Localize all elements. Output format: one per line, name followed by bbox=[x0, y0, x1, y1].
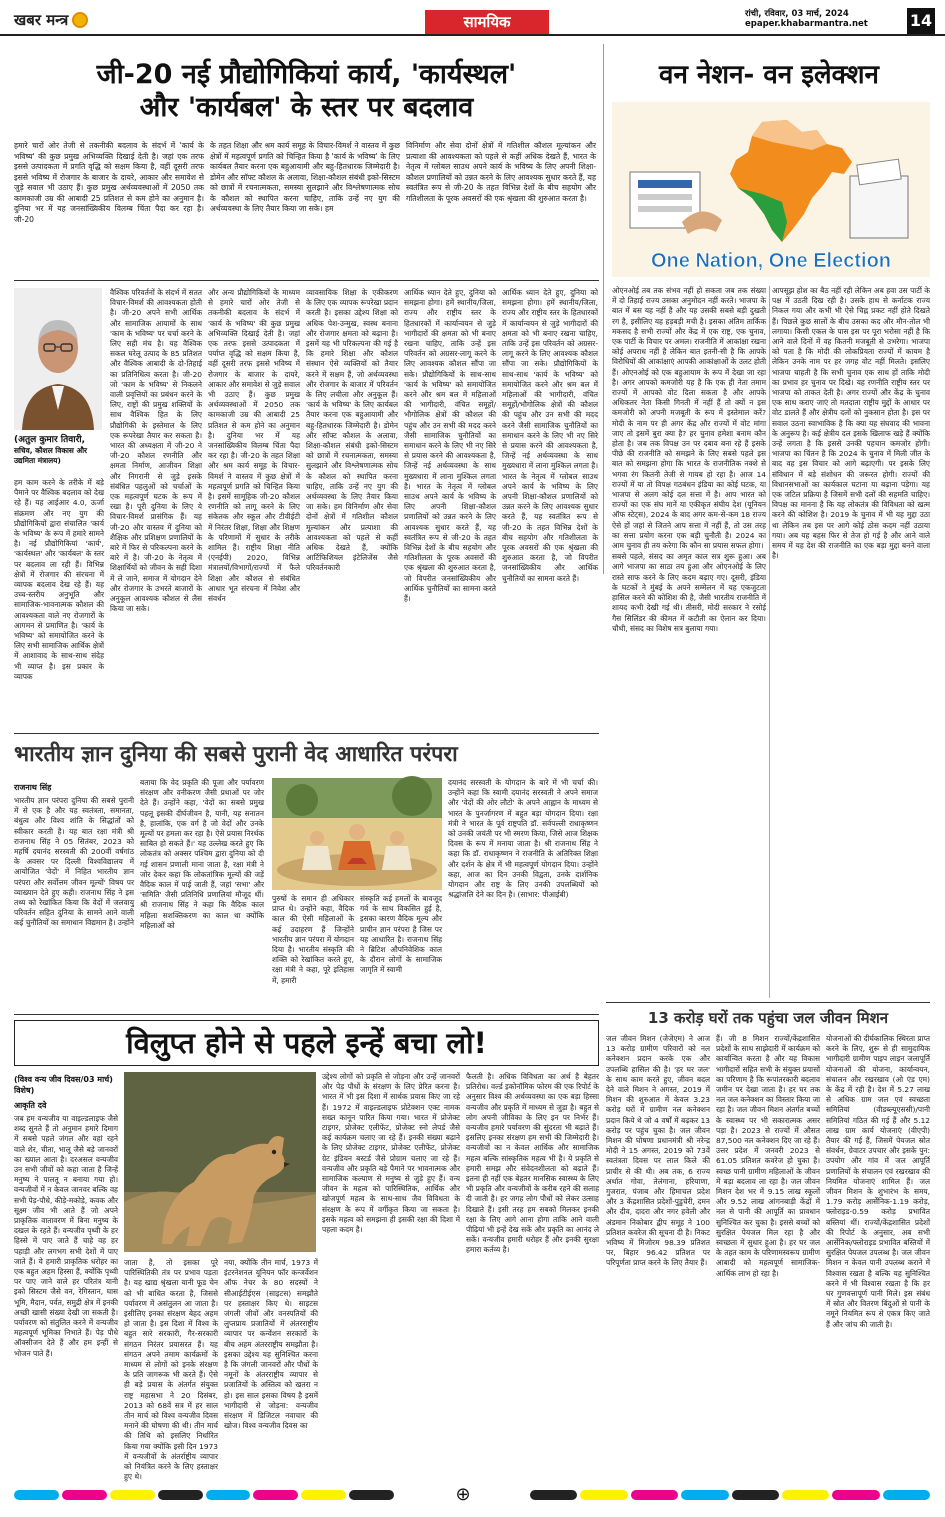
dateline-website: epaper.khabarmantra.net bbox=[745, 19, 868, 29]
column-divider-main bbox=[603, 44, 604, 574]
article1-body-col2: वैश्विक परिवर्तनों के संदर्भ में सतत विचार-विमर्श की आवश्यकता होती है। जी-20 अपने सभी आर्थिक और सामाजिक आयामों के साथ 'काम के भविष्य' पर चर्चा करने के लिए सही मंच है। यह वैश्विक सकल घरेलू उत्पाद के 85 प्रतिशत और वैश्विक आबादी के दो-तिहाई का प्रतिनिधित्व करता है। जी-20 जो 'काम के भविष्य' से निकलने वाली प्रवृत्तियों का प्रबंधन करने के लिए, राष्ट्रों की प्रमुख शक्तियों के साथ वैश्विक हित के लिए प्रौद्योगिकी के इस्तेमाल के लिए एक रूपरेखा तैयार कर सकता है। भारत की अध्यक्षता में जी-20 ने जी-20 कौशल रणनीति और क्षमता निर्माण, आजीवन शिक्षा और निगरानी से जुड़े इसके संबंधित पहलुओं को चर्चाओं के एक महत्वपूर्ण घटक के रूप में रखा है। पूरी दुनिया के लिए ये विचार-विमर्श प्रासंगिक हैं। यह जी-20 और वास्तव में दुनिया को शैक्षिक और प्रशिक्षण प्रणालियों के बारे में फिर से परिकल्पना करने के बारे में है। जी-20 के नेतृत्व में शिक्षार्थियों को जीवन के सही दिशा में ले जाने, समाज में योगदान देने और रोजगार के उभरते बाजारों के अनुकूल आवश्यक कौशल से लैस किया जा सके। bbox=[110, 288, 202, 614]
article1-body-col6-text: आर्थिक ध्यान देते हुए, दुनिया को समझना होगा। हमें स्थानीय/जिला, राज्य और राष्ट्रीय स्तर के हितधारकों में कार्यान्वयन से जुड़े भागीदारों की क्षमता को भी बनाए रखना चाहिए, ताकि उन्हें इस परिवर्तन को अग्रसर-लागू करने के लिए आवश्यक कौशल सौंपा जा सके। प्रौद्योगिकियों के साथ-साथ 'कार्य के भविष्य' को समायोजित करने और श्रम बल में महिलाओं की भागीदारी, वंचित समूहों/भौगोलिक क्षेत्रों की कौशल की पहुंच और उन सभी की मदद करने जैसी सामाजिक चुनौतियों का समाधान करने के लिए भी नए सिरे से प्रयास करने की आवश्यकता है, जिन्हें नई अर्थव्यवस्था के साथ मुख्यधारा में लाना मुश्किल लगता है। भारत के नेतृत्व में ग्लोबल साउथ अपने कार्य के भविष्य के लिए अपनी शिक्षा-कौशल प्रणालियों को उन्नत करने के लिए आवश्यक सुधार करते हैं, यह स्वतंत्रित रूप से जी-20 के तहत विभिन्न देशों के बीच सहयोग और गतिशीलता के पूरक अवसरों की एक श्रृंखला की शुरुआत करता है, जो विपरीत जनसांख्यिकीय और आर्थिक चुनौतियों का सामना करते हैं। bbox=[502, 288, 598, 583]
article5-body-col3: नया, क्योंकि तीन मार्च, 1973 में इंटरनेशनल यूनियन फॉर कन्जर्वेशन ऑफ नेचर के 80 सदस्यों ने सीआईटीईएस (साइटस) समझौते पर हस्ताक्षर किए थे। साइटस जंगली जीवों और वनस्पतियों की लुप्तप्राय प्रजातियों में अंतरराष्ट्रीय व्यापार पर कन्वेंशन सरकारों के बीच अहम अंतरराष्ट्रीय समझौता है। इसका उद्देश्य यह सुनिश्चित करना है कि जंगली जानवरों और पौधों के नमूनों के अंतरराष्ट्रीय व्यापार से प्रजातियों के अस्तित्व को खतरा न हो। इस साल इसका विषय है इसमें भागीदारी से जोड़ना: वन्यजीव संरक्षण में डिजिटल नवाचार की खोज। विश्व वन्यजीव दिवस का bbox=[224, 1258, 318, 1431]
black-swatch bbox=[349, 1490, 394, 1500]
article5-body-col2: जाता है, तो इसका पूरे पारिस्थितिकी तंत्र पर प्रभाव पड़ता है। यह खाद्य श्रृंखला यानी फूड चेन को भी बाधित करता है, जिससे पर्यावरण में असंतुलन आ जाता है। इसीलिए इनका संरक्षण बेहद अहम हो जाता है। इस दिशा में विश्व के बहुत सारे सरकारी, गैर-सरकारी संगठन निरंतर प्रयासरत हैं। यह संगठन अपने तमाम कार्यक्रमों के माध्यम से लोगों को इनके संरक्षण के प्रति जागरूक भी करते हैं। ऐसे ही बड़े प्रयास के अंतर्गत संयुक्त राष्ट्र महासभा ने 20 दिसंबर, 2013 को 68वें सत्र में हर साल तीन मार्च को विश्व वन्यजीव दिवस मनाने की घोषणा की थी। तीन मार्च की तिथि को इसलिए निर्धारित किया गया क्योंकि इसी दिन 1973 में वन्यजीवों के अंतर्राष्ट्रीय व्यापार को नियंत्रित करने के लिए हस्ताक्षर हुए थे। bbox=[124, 1258, 218, 1482]
magenta-swatch bbox=[62, 1490, 107, 1500]
article3-body-col2: बताया कि वेद प्रकृति की पूजा और पर्यावरण संरक्षण और वनीकरण जैसी प्रथाओं पर जोर देते हैं। उन्होंने कहा, 'वेदों का सबसे प्रमुख पहलू इसकी दीर्घजीवन है, यानी, यह सनातन है, हालांकि, एक वर्ग है जो वेदों और उनके मूल्यों पर हमला कर रहा है। ऐसे प्रयास निरर्थक साबित हो सकते हैं।' यह उल्लेख करते हुए कि लोकतंत्र को अक्सर पश्चिम द्वारा दुनिया को दी गई शासन प्रणाली माना जाता है, रक्षा मंत्री ने जोर देकर कहा कि लोकतांत्रिक मूल्यों की जड़ें वैदिक काल में पाई जाती हैं, जहां 'सभा' और 'समिति' जैसी प्रतिनिधि प्रणालियां मौजूद थीं। श्री राजनाथ सिंह ने कहा कि वैदिक काल महिला सशक्तिकरण का काल था क्योंकि महिलाओं को bbox=[140, 778, 264, 930]
author-portrait-icon bbox=[14, 288, 102, 430]
logo-sun-icon bbox=[72, 12, 88, 28]
article5-body-col5: फैलती है। अधिक विविधता का अर्थ है बेहतर प्रतिरोध। वर्ल्ड इकोनॉमिक फोरम की एक रिपोर्ट के अनुसार विश्व की अर्थव्यवस्था का एक बड़ा हिस्सा वन्यजीव और प्रकृति में माध्यम से जुड़ा है। बहुत से लोग अपनी जीविका के लिए इन पर निर्भर हैं। वन्यजीव हमारे पर्यावरण की सुंदरता भी बढ़ाते हैं। इसलिए इनका संरक्षण हम सभी की जिम्मेदारी है। वन्यजीवों का न केवल आर्थिक और सामाजिक महत्व बल्कि सांस्कृतिक महत्व भी है। ये प्रकृति से हमारी समझ और संवेदनशीलता को बढ़ाते हैं। इतना ही नहीं एक बेहतर मानसिक स्वास्थ्य के लिए भी प्रकृति और वन्यजीवों के करीब रहने की सलाह दी जाती है। हर जगह लोग पौधों को लेकर उत्साह दिखाते हैं। इसी तरह हम सबको मिलकर इनकी रक्षा के लिए आगे आना होगा ताकि आने वाली पीढ़ियां भी इन्हें देख सकें और प्रकृति का आनंद ले सकें। वन्यजीव हमारी धरोहर हैं और इनकी सुरक्षा हमारा कर्तव्य है। bbox=[466, 1072, 599, 1255]
magenta-swatch bbox=[832, 1490, 879, 1500]
cyan-swatch bbox=[206, 1490, 251, 1500]
article1-headline bbox=[14, 58, 599, 124]
article1-body-col1: हम काम करने के तरीके में बड़े पैमाने पर वैश्विक बदलाव को देख रहे हैं। यह आईआर 4.0, ऊर्जा संक्रमण और नए युग की प्रौद्योगिकियों द्वारा संचालित 'कार्य के भविष्य' के रूप में हमारे सामने है। नई प्रौद्योगिकियां 'कार्य', 'कार्यस्थल' और 'कार्यबल' के स्तर पर बदलाव ला रही हैं। विभिन्न क्षेत्रों में रोजगार की संरचना में व्यापक बदलाव देख रहे हैं। यह उच्च-स्तरीय अनुभूति और सामाजिक-भावनात्मक कौशल की आवश्यकता वाले नए रोजगारों के आगमन से प्रमाणित है। 'कार्य के भविष्य' को समायोजित करने के लिए सभी सामाजिक आर्थिक क्षेत्रों में आशावाद के साथ-साथ संदेह भी व्याप्त है। इस प्रकार के व्यापक bbox=[14, 478, 104, 681]
dateline-date: रांची, रविवार, 03 मार्च, 2024 bbox=[745, 9, 849, 19]
article3-headline: भारतीय ज्ञान दुनिया की सबसे पुरानी वेद आधारित परंपरा bbox=[14, 742, 458, 767]
section-label-text: सामयिक bbox=[463, 13, 511, 31]
article2-image bbox=[612, 102, 930, 277]
article3-body-col4: संस्कृति कई हमलों के बावजूद गर्व के साथ विकसित हुई है, इसका कारण वैदिक मूल्य और प्राचीन ज्ञान परंपरा है जिस पर यह आधारित है। राजनाथ सिंह ने ब्रिटिश औपनिवेशिक काल के दौरान लोगों के सामाजिक जागृति में स्वामी bbox=[360, 894, 442, 975]
article1-body-col4: व्यावसायिक शिक्षा के एकीकरण के लिए एक व्यापक रूपरेखा प्रदान करती है। इसका उद्देश्य शिक्षा को अधिक पेश-उन्मुख, स्वस्थ बनाना और रोजगार क्षमता को बढ़ाना है। इसमें यह भी परिकल्पना की गई है कि हमारे शिक्षा और कौशल संस्थान ऐसे व्यक्तियों को तैयार करने में सक्षम हैं, जो अर्थव्यवस्था और रोजगार के बाजार में परिवर्तन के लिए लचीला और अनुकूल हैं। 'कार्य के भविष्य' के लिए कार्यबल तैयार करना एक बहुआयामी और बहु-हितधारक जिम्मेदारी है। डोमेन और सॉफ्ट कौशल के अलावा, शिक्षा-कौशल संबंधी इको-सिस्टम को छात्रों में रचनात्मकता, समस्या सुलझाने और विश्लेषणात्मक सोच के कौशल को स्थापित करना चाहिए, ताकि उन्हें नए युग की अर्थव्यवस्था के लिए तैयार किया जा सके। हम विनिर्माण और सेवा दोनों क्षेत्रों में गतिशील कौशल मूल्यांकन और प्रत्याशा की आवश्यकता को पहले से कहीं अधिक देखते हैं, क्योंकि आर्टिफिशियल इंटेलिजेंस जैसे परिवर्तनकारी bbox=[306, 288, 398, 573]
article4-body-col2: हैं। जी 8 मिशन राज्यों/केंद्रशासित प्रदेशों के साथ साझेदारी में कार्यक्रम को कार्यान्वित करता है और यह विकास भागीदारों सहित सभी के संयुक्त प्रयासों का परिणाम है कि रूपांतरकारी बदलाव जमीन पर देखा जाता है। हर घर तक नल जल कनेक्शन का विस्तार किया जा रहा है। जल जीवन मिशन अंतर्गत बच्चों के स्वास्थ्य पर भी सकारात्मक असर पड़ा है। 2023 से राज्यों में औसत 87,500 नल कनेक्शन दिए जा रहे हैं। उत्तर प्रदेश में जनवरी 2023 से 61.05 प्रतिशत कवरेज हो चुका है। स्वच्छ पानी ग्रामीण महिलाओं के जीवन में बड़ा बदलाव ला रहा है। जल जीवन मिशन देश भर में 9.15 लाख स्कूलों और 9.52 लाख आंगनबाड़ी केंद्रों में नल से पानी की आपूर्ति का प्रावधान सुनिश्चित कर चुका है। इससे बच्चों को सुरक्षित पेयजल मिल रहा है और स्वच्छता में सुधार हुआ है। हर घर जल के तहत काम के परिणामस्वरूप ग्रामीण आबादी को महत्वपूर्ण सामाजिक-आर्थिक लाभ हो रहा है। bbox=[716, 1034, 820, 1278]
footer-strip-left bbox=[14, 1490, 394, 1500]
article3-image bbox=[272, 778, 442, 890]
article1-intro-col3: विनिर्माण और सेवा दोनों क्षेत्रों में गतिशील कौशल मूल्यांकन और प्रत्याशा की आवश्यकता को पहले से कहीं अधिक देखते हैं, भारत के नेतृत्व में ग्लोबल साउथ अपने कार्य के भविष्य के लिए अपनी शिक्षा-कौशल प्रणालियों को उन्नत करने के लिए आवश्यक सुधार करते हैं, यह स्वतंत्रित रूप से जी-20 के तहत विभिन्न देशों के बीच सहयोग और गतिशीलता के पूरक अवसरों की एक श्रृंखला की शुरुआत करता है। bbox=[406, 141, 596, 203]
article1-intro-col2: के तहत शिक्षा और श्रम कार्य समूह के विचार-विमर्श ने वास्तव में कुछ क्षेत्रों में महत्वपूर्ण प्रगति को चिन्हित किया है 'कार्य के भविष्य' के लिए कार्यबल तैयार करना एक बहुआयामी और बहु-हितधारक जिम्मेदारी है। डोमेन और सॉफ्ट कौशल के अलावा, शिक्षा-कौशल संबंधी इको-सिस्टम को छात्रों में रचनात्मकता, समस्या सुलझाने और विश्लेषणात्मक सोच के कौशल को स्थापित करना चाहिए, ताकि उन्हें नए युग की अर्थव्यवस्था के लिए तैयार किया जा सके। हम bbox=[210, 141, 400, 213]
article4-headline: 13 करोड़ घरों तक पहुंचा जल जीवन मिशन bbox=[647, 1009, 889, 1027]
article5-image bbox=[124, 1072, 316, 1252]
section-label bbox=[425, 10, 549, 34]
magenta-swatch bbox=[253, 1490, 298, 1500]
footer-strip-right bbox=[530, 1490, 930, 1500]
vedic-sages-painting-icon bbox=[272, 778, 442, 890]
article4-body-col1: जल जीवन मिशन (जेजेएम) ने आज 13 करोड़ ग्रामीण परिवारों को नल कनेक्शन प्रदान करके एक और उपलब्धि हासिल की है। 'हर घर जल' के साथ काम करते हुए, जीवन बदल देने वाले मिशन ने अगस्त, 2019 में मिशन की शुरुआत में केवल 3.23 करोड़ घरों में ग्रामीण नल कनेक्शन प्रदान किये थे जो 4 वर्षों में बढ़कर 13 करोड़ पर पहुंच चुका है। जल जीवन मिशन की घोषणा प्रधानमंत्री श्री नरेन्द्र मोदी ने 15 अगस्त, 2019 को 73वें स्वतंत्रता दिवस पर लाल किले की प्राचीर से की थी। अब तक, 6 राज्य अर्थात गोवा, तेलंगाना, हरियाणा, गुजरात, पंजाब और हिमाचल प्रदेश और 3 केंद्रशासित प्रदेशों-पुडुचेरी, दमन और दीव, दादरा और नगर हवेली और अंडमान निकोबार द्वीप समूह ने 100 प्रतिशत कवरेज की सूचना दी है। निकट भविष्य में मिजोरम 98.39 प्रतिशत पर, बिहार 96.42 प्रतिशत पर परिपूर्णता प्राप्त करने के लिए तैयार हैं। bbox=[606, 1034, 710, 1268]
cyan-swatch bbox=[14, 1490, 59, 1500]
masthead bbox=[0, 0, 945, 36]
yellow-swatch bbox=[110, 1490, 155, 1500]
article4-top-rule bbox=[606, 1002, 930, 1003]
article5-body-col4: उद्देश्य लोगों को प्रकृति से जोड़ना और उन्हें जानवरों और पेड़ पौधों के संरक्षण के लिए प्रेरित करना है। भारत में भी इस दिशा में सार्थक प्रयास किए जा रहे हैं। 1972 में वाइल्डलाइफ प्रोटेक्शन एक्ट नामक सख्त कानून पारित किया गया। भारत में प्रोजेक्ट टाइगर, प्रोजेक्ट एलीफेंट, प्रोजेक्ट स्नो लेपर्ड जैसे कई कार्यक्रम चलाए जा रहे हैं। इनकी संख्या बढ़ाने के लिए प्रोजेक्ट टाइगर, प्रोजेक्ट एलीफेंट, प्रोजेक्ट ग्रेट इंडियन बस्टर्ड जैसे प्रोग्राम चलाए जा रहे हैं। वन्यजीव और प्रकृति बड़े पैमाने पर भावनात्मक और सामाजिक कल्याण से मनुष्य से जुड़े हुए हैं। वन्य जीवन के महत्व को पारिस्थितिक, आर्थिक और खोजपूर्ण महत्व के साथ-साथ जैव विविधता के संरक्षण के रूप में वर्गीकृत किया जा सकता है। इसके महत्व को समझना ही इसकी रक्षा की दिशा में पहला कदम है। bbox=[322, 1072, 460, 1235]
article3-body-col5: दयानंद सरस्वती के योगदान के बारे में भी चर्चा की। उन्होंने कहा कि स्वामी दयानंद सरस्वती ने अपने समाज और 'वेदों की ओर लौटो' के अपने आह्वान के माध्यम से भारत के पुनर्जागरण में बहुत बड़ा योगदान दिया। रक्षा मंत्री ने भारत के पूर्व राष्ट्रपति डॉ. सर्वपल्ली राधाकृष्णन को उनकी जयंती पर भी स्मरण किया, जिसे आज शिक्षक दिवस के रूप में मनाया जाता है। श्री राजनाथ सिंह ने कहा कि डॉ. राधाकृष्णन ने राजनीति के अतिरिक्त शिक्षा और दर्शन के क्षेत्र में भी महत्वपूर्ण योगदान दिया। उन्होंने कहा, आज का दिन उनकी विद्वता, उनके दार्शनिक योगदान और राष्ट्र के लिए उनकी उपलब्धियों को श्रद्धांजलि देने का दिन है। (साभार: पीआईबी) bbox=[448, 778, 598, 900]
author-name: (अतुल कुमार तिवारी, bbox=[14, 435, 86, 445]
article4-body-col3: योजनाओं की दीर्घकालिक स्थिरता प्राप्त करने के लिए, शुरू से ही सामुदायिक भागीदारी ग्रामीण पाइप लाइन जलापूर्ति योजनाओं की योजना, कार्यान्वयन, संचालन और रखरखाव (ओ एंड एम) के केंद्र में रही है। देश में 5.27 लाख से अधिक ग्राम जल एवं स्वच्छता समितियां (वीडब्ल्यूएससी)/पानी समितियां गठित की गई हैं और 5.12 लाख ग्राम कार्य योजनाएं (वीएपी) तैयार की गई हैं, जिसमें पेयजल स्रोत संवर्धन, ग्रेवाटर उपचार और इसके पुन: उपयोग और गांव में जल आपूर्ति प्रणालियों के संचालन एवं रखरखाव की नियमित योजनाएं शामिल हैं। जल जीवन मिशन के शुभारंभ के समय, 1.79 करोड़ आर्सेनिक-1.19 करोड़, फ्लोराइड-0.59 करोड़ प्रभावित बस्तियां थीं। राज्यों/केंद्रशासित प्रदेशों की रिपोर्ट के अनुसार, अब सभी आर्सेनिक/फ्लोराइड प्रभावित बस्तियों में सुरक्षित पेयजल उपलब्ध है। जल जीवन मिशन न केवल पानी उपलब्ध कराने में विश्वास रखता है बल्कि यह सुनिश्चित करने में भी विश्वास रखता है कि हर घर गुणवत्तापूर्ण पानी मिले। इस संबंध में स्रोत और वितरण बिंदुओं से पानी के नमूने नियमित रूप से एकत्र किए जाते हैं और जांच की जाती है। bbox=[826, 1034, 930, 1329]
yellow-swatch bbox=[301, 1490, 346, 1500]
article2-body-col1-text: ओएनओई तब तक संभव नहीं हो सकता जब तक संख्या में दो तिहाई राज्य उसका अनुमोदन नहीं करते। भाजपा के बात में बस यह नहीं है और यह उसकी सबसे बड़ी दुखती रग है, इसीलिए यह हड़बड़ी मची है। इसका अंतिम तार्किक मकसद है सभी राज्यों और केंद्र में एक राष्ट्र, एक चुनाव, एक पार्टी के विचार पर अमल। राजनीति में आकांक्षा रखना कोई अपराध नहीं है लेकिन बात इतनी-सी है कि आपके विरोधियों की आकांक्षाएं आपकी आकांक्षाओं के उलट होती हैं। ओएनओई को एक बहुआयाम के रूप में देखा जा रहा है। अगर आपको कमजोरी यह है कि एक ही नेता तमाम राज्यों में आपको वोट दिला सकता है और आपके अधिकतर नेता किसी गिनती में नहीं हैं तो क्यों न इस कमजोरी को अपनी मजबूती के रूप में इस्तेमाल करें? मोदी के नाम पर ही अगर केंद्र और राज्यों में वोट मांगा जाए तो इसमें बुरा क्या है? हर चुनाव हमेशा बनाम कौन होता है। जब तक विपक्ष उन पर दबाव बना रहे हैं इसके पीछे की राजनीति को समझने के लिए सबसे पहले इस बात को समझना होगा कि भारत के राजनीतिक नक्शे से भगवा रंग कितनी तेजी से गायब हो रहा है। आज 14 राज्यों में या तो विपक्ष गठबंधन इंडिया का कोई घटक, या भाजपा से अलग कोई दल सत्ता में है। आप भारत को राज्यों का एक संघ मानें या एकीकृत संघीय देश (यूनियन ऑफ स्टेट्स), 2024 के बाद अगर कम-से-कम 18 राज्य ऐसे हों जहां से जितने आप सत्ता में नहीं हैं, तो उस तरह का सत्ता प्रयोग करना एक बड़ी चुनौती है। 2024 का आम चुनाव ही तय करेगा कि कौन सा प्रयास सफल होगा। bbox=[612, 286, 766, 551]
cyan-swatch bbox=[883, 1490, 930, 1500]
article5-occasion: (विश्व वन्य जीव दिवस/03 मार्च) विशेष) bbox=[14, 1075, 113, 1095]
magenta-swatch bbox=[631, 1490, 678, 1500]
black-swatch bbox=[732, 1490, 779, 1500]
article5-headline-box bbox=[14, 1020, 599, 1066]
article3-body-col1: भारतीय ज्ञान परंपरा दुनिया की सबसे पुरानी में से एक है और यह स्वतंत्रता, समानता, बंधुत्व और विश्व शांति के सिद्धांतों को स्वीकार करती है। यह बात रक्षा मंत्री श्री राजनाथ सिंह ने 05 सितंबर, 2023 को महर्षि दयानंद सरस्वती की 200वीं वर्षगांठ के अवसर पर दिल्ली विश्वविद्यालय में आयोजित 'वेदों' में निहित भारतीय ज्ञान परंपरा और सर्वोत्तम जीवन मूल्यों' विषय पर व्याख्यान देते हुए कही। राजनाथ सिंह ने इस तथ्य को रेखांकित किया कि वेदों में जलवायु परिवर्तन सहित दुनिया के सामने आने वाली कई चुनौतियों का समाधान विद्यमान है। उन्होंने bbox=[14, 796, 134, 928]
article2-headline: वन नेशन- वन इलेक्शन bbox=[659, 60, 879, 90]
article1-body-col3: और अन्य प्रौद्योगिकियों के माध्यम से हमारे चारों ओर तेजी से तकनीकी बदलाव के संदर्भ में 'कार्य के भविष्य' की कुछ प्रमुख अभिव्यक्ति दिखाई देती है। जहां एक तरफ इससे उत्पादकता में पर्याप्त वृद्धि को सक्षम किया है, वहीं दूसरी तरफ इससे भविष्य में रोजगार के बाजार के दायरे, आकार और समावेश से जुड़े सवाल भी उठाए हैं। कुछ प्रमुख अर्थव्यवस्थाओं में 2050 तक कामकाजी उम्र की आबादी 25 प्रतिशत से कम होने का अनुमान है। दुनिया भर में यह जनसांख्यिकीय विलम्ब चिंता पैदा कर रहा है। जी-20 के तहत शिक्षा और श्रम कार्य समूह के विचार-विमर्श ने वास्तव में कुछ क्षेत्रों में महत्वपूर्ण प्रगति को चिन्हित किया है। इसमें सामूहिक जी-20 कौशल रणनीति को लागू करने के लिए संकेतक और स्कूल और टीवीईटी में निरंतर शिक्षा, शिक्षा और शिक्षण के परिणामों में सुधार के तरीके शामिल हैं। राष्ट्रीय शिक्षा नीति (एनईपी) 2020, विभिन्न मंत्रालयों/विभागों/राज्यों में फैले शिक्षा और कौशल से संबंधित आधार भूत संरचना में निवेश और संवर्धन bbox=[208, 288, 300, 604]
black-swatch bbox=[158, 1490, 203, 1500]
article1-intro-rule bbox=[14, 280, 599, 281]
article1-headline-line1: जी-20 नई प्रौद्योगिकियां कार्य, 'कार्यस्थल' bbox=[96, 59, 517, 90]
cyan-swatch bbox=[681, 1490, 728, 1500]
article2-image-caption: One Nation, One Election bbox=[650, 250, 892, 272]
article3-body-col3: पुरुषों के समान ही अधिकार प्राप्त थे। उन्होंने कहा, वैदिक काल की ऐसी महिलाओं के कई उदाहरण हैं जिन्होंने भारतीय ज्ञान परंपरा में योगदान दिया है। भारतीय संस्कृति की शक्ति को रेखांकित करते हुए, रक्षा मंत्री ने कहा, पूरे इतिहास में, हमारी bbox=[272, 894, 354, 985]
page-number: 14 bbox=[907, 8, 935, 34]
registration-mark: ⊕ bbox=[455, 1484, 471, 1505]
author-credit bbox=[14, 434, 104, 466]
dateline bbox=[745, 8, 905, 29]
logo bbox=[14, 8, 88, 32]
article2-body-col1b-text: सबसे पहले, संसद का अमृत काल सत्र शुरू हुआ। अब आगे भाजपा का साठा तय हुआ और ओएनओई के लिए रास्ते साफ करने के लिए कदम बढ़ाए गए। दूसरी, इंडिया के घटकों ने मुंबई के अपने सम्मेलन में यह एकजुटता हासिल करने की कोशिश की है, जैसी भारतीय राजनीति में शायद कभी देखी गई थी। तीसरी, मोदी सरकार ने रसोई गैस सिलिंडर की कीमत में कटौती का ऐलान कर दिया। चौथी, संसद का विशेष सत्र बुलाया गया। bbox=[612, 552, 766, 633]
yellow-swatch bbox=[580, 1490, 627, 1500]
article1-body-col5: आर्थिक ध्यान देते हुए, दुनिया को समझना होगा। हमें स्थानीय/जिला, राज्य और राष्ट्रीय स्तर के हितधारकों में कार्यान्वयन से जुड़े भागीदारों की क्षमता को भी बनाए रखना चाहिए, ताकि उन्हें इस परिवर्तन को अग्रसर-लागू करने के लिए आवश्यक कौशल सौंपा जा सके। प्रौद्योगिकियों के साथ-साथ 'कार्य के भविष्य' को समायोजित करने और श्रम बल में महिलाओं की भागीदारी, वंचित समूहों/भौगोलिक क्षेत्रों की कौशल की पहुंच और उन सभी की मदद करने जैसी सामाजिक चुनौतियों का समाधान करने के लिए भी नए सिरे से प्रयास करने की आवश्यकता है, जिन्हें नई अर्थव्यवस्था के साथ मुख्यधारा में लाना मुश्किल लगता है। भारत के नेतृत्व में ग्लोबल साउथ अपने कार्य के भविष्य के लिए अपनी शिक्षा-कौशल प्रणालियों को उन्नत करने के लिए आवश्यक सुधार करते हैं, यह स्वतंत्रित रूप से जी-20 के तहत विभिन्न देशों के बीच सहयोग और गतिशीलता के पूरक अवसरों की एक श्रृंखला की शुरुआत करता है, जो विपरीत जनसांख्यिकीय और आर्थिक चुनौतियों का सामना करते हैं। bbox=[404, 288, 496, 604]
article5-headline: विलुप्त होने से पहले इन्हें बचा लो! bbox=[126, 1026, 487, 1060]
article2-body-col2: आपसूझ होश का बैठ नहीं रही लेकिन अब हवा उस पार्टी के पक्ष में उठती दिख रही है। उसके हाथ से कर्नाटक राज्य निकल गया और कभी भी ऐसे चिह्न प्रकट नहीं होते दिखते हैं। पिछले कुछ सालों के बीच उसका कद और मौन-तोल भी लगाया। किसी एकल के पास इस पर पूरा भरोसा नहीं है कि आने वाले दिनों में वह कितनी मजबूती से उभरेगा। भाजपा को पता है कि मोदी की लोकप्रियता राज्यों में कायम है लेकिन उनके नाम पर हर जगह वोट नहीं मिलते। इसलिए भाजपा चाहती है कि सभी चुनाव एक साथ हों ताकि मोदी का प्रभाव हर चुनाव पर दिखे। यह रणनीति राष्ट्रीय स्तर पर भाजपा को ताकत देती है। अगर राज्यों और केंद्र के चुनाव एक साथ कराए जाएं तो मतदाता राष्ट्रीय मुद्दों के आधार पर वोट डालते हैं और क्षेत्रीय दलों को नुकसान होता है। इस पर सवाल उठना स्वाभाविक है कि क्या यह संघवाद की भावना के अनुरूप है। कई क्षेत्रीय दल इसके खिलाफ खड़े हैं क्योंकि उन्हें लगता है कि इससे उनकी पहचान कमजोर होगी। भाजपा का चिंतन है कि 2024 के चुनाव में मिली जीत के बाद वह इस विचार को आगे बढ़ाएगी। पर इसके लिए संविधान में बड़े संशोधन की जरूरत होगी। राज्यों की विधानसभाओं का कार्यकाल घटाना या बढ़ाना पड़ेगा। यह एक जटिल प्रक्रिया है जिसमें सभी दलों की सहमति चाहिए। विपक्ष का मानना है कि यह लोकतंत्र की विविधता को खत्म करने की कोशिश है। 2019 के चुनाव में भी यह मुद्दा उठा था लेकिन तब इस पर आगे कोई ठोस कदम नहीं उठाया गया। अब यह बहस फिर से तेज हो गई है और आने वाले समय में यह देश की राजनीति का एक बड़ा मुद्दा बनने वाला है। bbox=[772, 286, 930, 561]
author-photo bbox=[14, 288, 102, 430]
article1-intro-col1: हमारे चारों ओर तेजी से तकनीकी बदलाव के संदर्भ में 'कार्य के भविष्य' की कुछ प्रमुख अभिव्यक्ति दिखाई देती है। जहां एक तरफ इससे उत्पादकता में प्रगति वृद्धि को सक्षम किया है, वहीं दूसरी तरफ इससे भविष्य में रोजगार के बाजार के दायरे, आकार और समावेश से जुड़े सवाल भी उठाए हैं। कुछ प्रमुख अर्थव्यवस्थाओं में 2050 तक कामकाजी उम्र की आबादी 25 प्रतिशत से कम होने का अनुमान है। दुनिया भर में यह जनसांख्यिकीय विलम्ब चिंता पैदा कर रहा है। जी-20 bbox=[14, 141, 204, 224]
black-swatch bbox=[530, 1490, 577, 1500]
article5-body-col1: जब हम वन्यजीव या वाइल्डलाइफ जैसे शब्द सुनते हैं तो अनुमान हमारे दिमाग में सबसे पहले जंगल और वहां रहने वाले शेर, चीता, भालू जैसे बड़े जानवरों का ख्याल आता है। दरअसल वन्यजीव उन सभी जीवों को कहा जाता है जिन्हें मनुष्य ने पालतू न बनाया गया हो। वन्यजीवों में न केवल जानवर बल्कि वह सभी पेड़-पौधे, कीड़े-मकोड़े, कवक और सूक्ष्म जीव भी आते हैं जो अपने प्राकृतिक वातावरण में बिना मनुष्य के दखल के रहते हैं। वन्यजीव पृथ्वी के हर हिस्से में पाए जाते हैं चाहे वह हर पहाड़ी और लगभग सभी देशों में पाए जाते हैं। ये हमारी प्राकृतिक धरोहर का एक बहुत अहम हिस्सा हैं, क्योंकि पृथ्वी पर पाए जाने वाले हर परितंत्र यानी इको सिस्टम जैसे वन, रेगिस्तान, घास भूमि, मैदान, पर्वत, समुद्री क्षेत्र में इनकी अच्छी खासी संख्या देखी जा सकती है। पर्यावरण को संतुलित करने में वन्यजीव महत्वपूर्ण भूमिका निभाते हैं। पेड़ पौधे ऑक्सीजन देते हैं और हम इन्हीं से भोजन पाते हैं। bbox=[14, 1114, 118, 1358]
article3-top-rule bbox=[14, 733, 599, 734]
column-divider-article2 bbox=[769, 286, 770, 998]
author-title: सचिव, कौशल विकास और उद्यमिता मंत्रालय) bbox=[14, 446, 88, 465]
puma-photo-icon bbox=[124, 1072, 316, 1252]
article1-headline-line2: और 'कार्यबल' के स्तर पर बदलाव bbox=[139, 92, 474, 123]
yellow-swatch bbox=[782, 1490, 829, 1500]
logo-text: खबर मन्त्र bbox=[14, 11, 69, 29]
article3-byline: राजनाथ सिंह bbox=[14, 783, 52, 792]
article5-top-rule bbox=[14, 1014, 599, 1015]
footer-color-strip bbox=[0, 1484, 945, 1508]
article2-body-col1 bbox=[612, 286, 766, 998]
article5-byline: आकृति दवे bbox=[14, 1101, 47, 1110]
article1-body-col6 bbox=[502, 288, 598, 728]
